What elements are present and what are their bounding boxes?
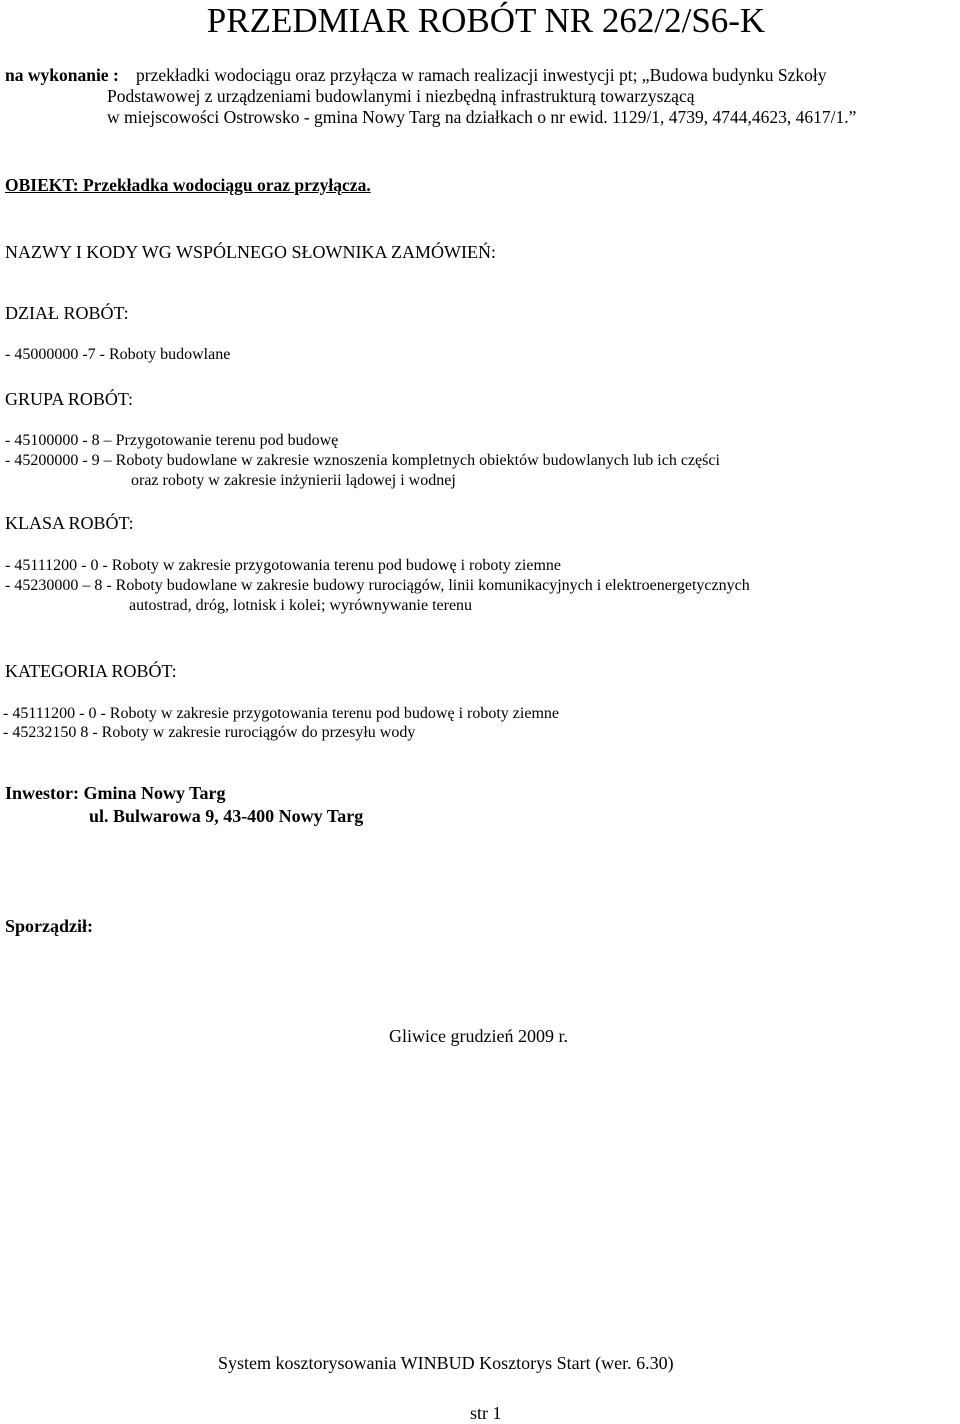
section-kategoria-heading: KATEGORIA ROBÓT: (5, 661, 177, 681)
place-and-date: Gliwice grudzień 2009 r. (389, 1026, 568, 1046)
page-number: str 1 (470, 1403, 502, 1423)
section-klasa-heading: KLASA ROBÓT: (5, 513, 134, 533)
investor-address: ul. Bulwarowa 9, 43-400 Nowy Targ (89, 806, 364, 826)
document-title: PRZEDMIAR ROBÓT NR 262/2/S6-K (206, 1, 766, 40)
grupa-item-1: - 45100000 - 8 – Przygotowanie terenu pod budowę (5, 432, 339, 449)
intro-line-3: w miejscowości Ostrowsko - gmina Nowy Targ na działkach o nr ewid. 1129/1, 4739, 4744,4623, 4617/1.” (107, 107, 857, 127)
section-dzial-heading: DZIAŁ ROBÓT: (5, 303, 129, 323)
kategoria-item-2: - 45232150 8 - Roboty w zakresie rurociągów do przesyłu wody (3, 724, 416, 741)
klasa-item-1: - 45111200 - 0 - Roboty w zakresie przygotowania terenu pod budowę i roboty ziemne (5, 557, 561, 574)
grupa-item-2: - 45200000 - 9 – Roboty budowlane w zakresie wznoszenia kompletnych obiektów budowlanych lub ich części (5, 452, 720, 469)
klasa-item-2-continued: autostrad, dróg, lotnisk i kolei; wyrównywanie terenu (129, 597, 473, 614)
klasa-item-2: - 45230000 – 8 - Roboty budowlane w zakresie budowy rurociągów, linii komunikacyjnych i elektroenergetycznych (5, 577, 750, 594)
kategoria-item-1: - 45111200 - 0 - Roboty w zakresie przygotowania terenu pod budowę i roboty ziemne (3, 705, 559, 722)
section-grupa-heading: GRUPA ROBÓT: (5, 389, 133, 409)
prepared-by-label: Sporządził: (5, 916, 93, 936)
intro-line-1: przekładki wodociągu oraz przyłącza w ramach realizacji inwestycji pt; „Budowa budynku Szkoły (136, 65, 827, 85)
footer-software: System kosztorysowania WINBUD Kosztorys Start (wer. 6.30) (218, 1353, 674, 1373)
grupa-item-2-continued: oraz roboty w zakresie inżynierii lądowej i wodnej (131, 472, 456, 489)
intro-line-2: Podstawowej z urządzeniami budowlanymi i niezbędną infrastrukturą towarzyszącą (107, 86, 695, 106)
investor-name: Inwestor: Gmina Nowy Targ (5, 783, 226, 803)
intro-label: na wykonanie : (5, 65, 119, 85)
object-heading: OBIEKT: Przekładka wodociągu oraz przyłącza. (5, 175, 371, 195)
dzial-item: - 45000000 -7 - Roboty budowlane (5, 346, 231, 363)
cpv-heading: NAZWY I KODY WG WSPÓLNEGO SŁOWNIKA ZAMÓWIEŃ: (5, 242, 496, 262)
